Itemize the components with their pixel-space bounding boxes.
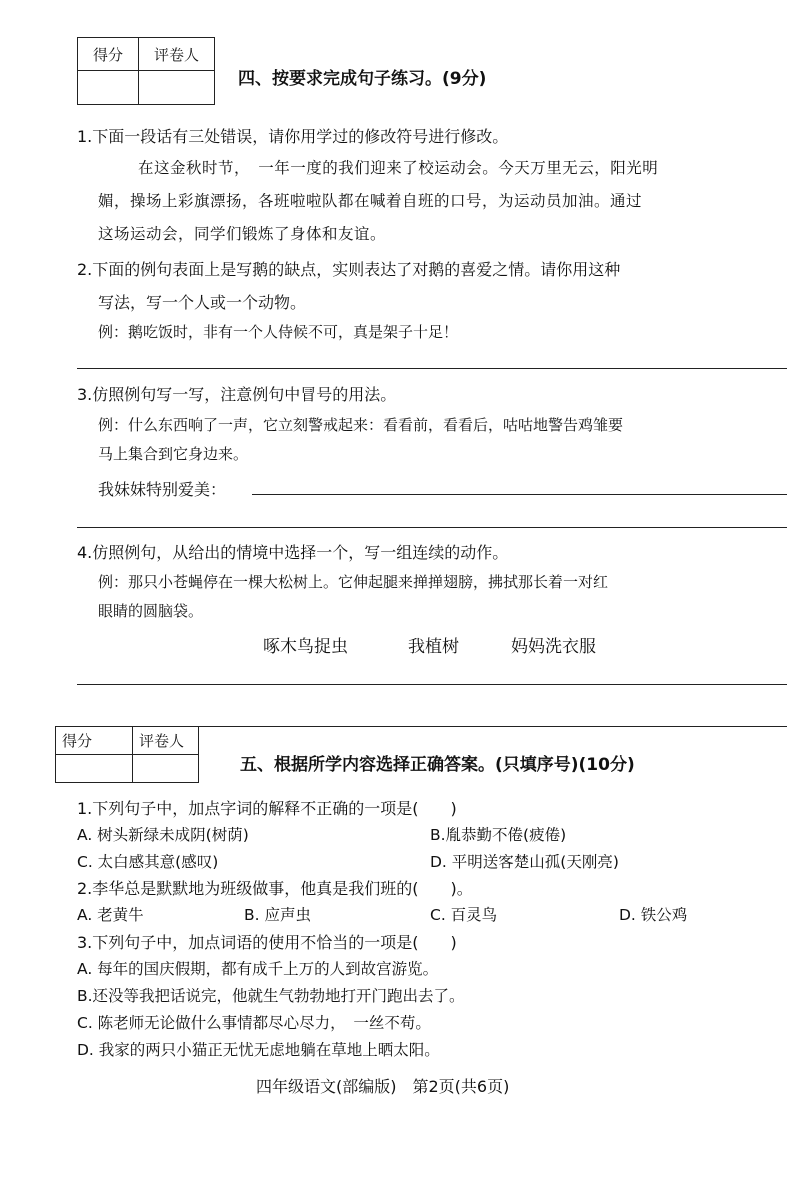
q5-1-option-c[interactable]: C. 太白感其意(感叹) <box>77 853 219 871</box>
q4-3-answer-line-2[interactable] <box>77 527 787 528</box>
q5-3-prompt: 3.下列句子中，加点词语的使用不恰当的一项是( ) <box>77 933 457 952</box>
score-cell[interactable] <box>56 755 133 783</box>
q4-4-choice-2: 我植树 <box>408 637 459 657</box>
q5-2-option-b[interactable]: B. 应声虫 <box>244 906 311 924</box>
q5-3-option-c[interactable]: C. 陈老师无论做什么事情都尽心尽力， 一丝不苟。 <box>77 1014 431 1032</box>
score-box-section4 <box>77 37 215 105</box>
q5-3-option-a[interactable]: A. 每年的国庆假期，都有成千上万的人到故宫游览。 <box>77 960 439 978</box>
q5-1-option-b[interactable]: B.胤恭勤不倦(疲倦) <box>430 826 567 844</box>
q4-4-choice-1: 啄木鸟捉虫 <box>263 637 348 657</box>
q4-3-answer-line-1[interactable] <box>252 494 787 495</box>
q4-1-paragraph-line2: 媚，操场上彩旗漂扬，各班啦啦队都在喊着自班的口号，为运动员加油。通过 <box>98 192 643 210</box>
q5-2-option-a[interactable]: A. 老黄牛 <box>77 906 144 924</box>
q4-4-choice-3: 妈妈洗衣服 <box>511 637 596 657</box>
q4-1-paragraph-line1: 在这金秋时节， 一年一度的我们迎来了校运动会。今天万里无云，阳光明 <box>138 159 659 177</box>
q5-2-prompt: 2.李华总是默默地为班级做事，他真是我们班的( )。 <box>77 879 473 898</box>
section5-title: 五、根据所学内容选择正确答案。(只填序号)(10分) <box>240 755 635 775</box>
score-cell[interactable] <box>78 71 139 105</box>
grader-cell[interactable] <box>139 71 215 105</box>
q4-4-answer-line[interactable] <box>77 684 787 685</box>
q4-2-example: 例：鹅吃饭时，非有一个人侍候不可，真是架子十足！ <box>98 323 459 341</box>
page-footer: 四年级语文(部编版) 第2页(共6页) <box>256 1077 510 1096</box>
q4-1-prompt: 1.下面一段话有三处错误，请你用学过的修改符号进行修改。 <box>77 127 509 146</box>
q5-3-option-b[interactable]: B.还没等我把话说完，他就生气勃勃地打开门跑出去了。 <box>77 987 465 1005</box>
score-label: 得分 <box>56 727 133 755</box>
q5-3-option-d[interactable]: D. 我家的两只小猫正无忧无虑地躺在草地上晒太阳。 <box>77 1041 440 1059</box>
grader-label: 评卷人 <box>133 727 199 755</box>
q5-1-prompt: 1.下列句子中，加点字词的解释不正确的一项是( ) <box>77 799 457 818</box>
score-box-section5 <box>55 726 199 783</box>
q4-4-example-line1: 例：那只小苍蝇停在一棵大松树上。它伸起腿来掸掸翅膀，拂拭那长着一对红 <box>98 573 609 591</box>
section4-title: 四、按要求完成句子练习。(9分) <box>238 69 487 89</box>
q4-3-fill-label: 我妹妹特别爱美： <box>98 480 227 499</box>
score-label: 得分 <box>78 38 139 71</box>
q5-1-option-d[interactable]: D. 平明送客楚山孤(天刚亮) <box>430 853 619 871</box>
q4-2-prompt-line1: 2.下面的例句表面上是写鹅的缺点，实则表达了对鹅的喜爱之情。请你用这种 <box>77 260 621 279</box>
q4-2-answer-line[interactable] <box>77 368 787 369</box>
q4-1-paragraph-line3: 这场运动会，同学们锻炼了身体和友谊。 <box>98 225 387 243</box>
q4-4-example-line2: 眼睛的圆脑袋。 <box>98 602 204 620</box>
q4-3-example-line1: 例：什么东西响了一声，它立刻警戒起来：看看前，看看后，咕咕地警告鸡雏要 <box>98 416 624 434</box>
q5-1-option-a[interactable]: A. 树头新绿未成阴(树荫) <box>77 826 249 844</box>
q4-3-prompt: 3.仿照例句写一写，注意例句中冒号的用法。 <box>77 385 397 404</box>
q5-2-option-c[interactable]: C. 百灵鸟 <box>430 906 498 924</box>
q4-2-prompt-line2: 写法，写一个人或一个动物。 <box>98 293 307 312</box>
q5-2-option-d[interactable]: D. 铁公鸡 <box>619 906 688 924</box>
q4-4-prompt: 4.仿照例句，从给出的情境中选择一个，写一组连续的动作。 <box>77 543 509 562</box>
grader-label: 评卷人 <box>139 38 215 71</box>
q4-3-example-line2: 马上集合到它身边来。 <box>98 445 249 463</box>
grader-cell[interactable] <box>133 755 199 783</box>
